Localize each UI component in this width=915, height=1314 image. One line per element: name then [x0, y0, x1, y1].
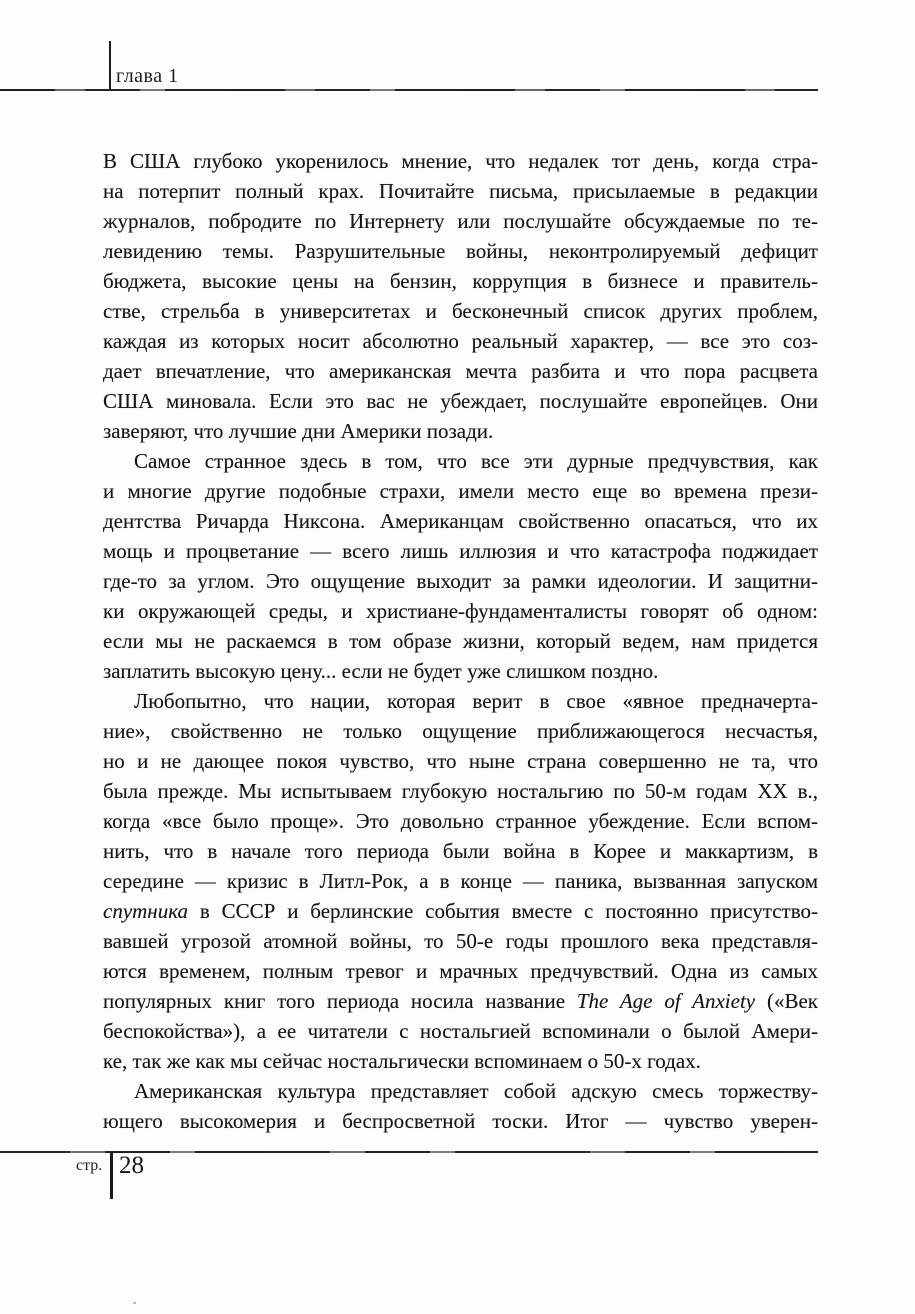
text-line: [103, 776, 818, 806]
text-segment: заплатить высокую цену... если не будет уже слишком поздно.: [103, 659, 659, 683]
text-line: [103, 626, 818, 656]
text-segment: ющего высокомерия и беспросветной тоски. Итог — чувство уверен-: [103, 1109, 818, 1133]
text-line: [103, 686, 818, 716]
text-line: [103, 476, 818, 506]
text-line: [103, 386, 818, 416]
text-segment: на потерпит полный крах. Почитайте письма, присылаемые в редакции: [103, 179, 818, 203]
text-segment: нить, что в начале того периода были война в Корее и маккартизм, в: [103, 839, 818, 863]
text-line: [103, 236, 818, 266]
text-line: [103, 1046, 818, 1076]
text-segment: дентства Ричарда Никсона. Американцам свойственно опасаться, что их: [103, 509, 818, 533]
text-segment: если мы не раскаемся в том образе жизни, который ведем, нам придется: [103, 629, 818, 653]
text-line: [103, 656, 818, 686]
text-segment: Любопытно, что нации, которая верит в свое «явное предначерта-: [134, 689, 818, 713]
text-line: [103, 1076, 818, 1106]
text-segment: («Век: [755, 989, 818, 1013]
text-line: [103, 506, 818, 536]
text-line: [103, 446, 818, 476]
text-segment: журналов, побродите по Интернету или послушайте обсуждаемые по те-: [103, 209, 818, 233]
text-line: [103, 146, 818, 176]
text-line: [103, 746, 818, 776]
text-line: [103, 416, 818, 446]
text-line: [103, 836, 818, 866]
paragraph: [103, 686, 818, 1076]
text-segment: левидению темы. Разрушительные войны, неконтролируемый дефицит: [103, 239, 818, 263]
text-line: [103, 206, 818, 236]
text-segment: бюджета, высокие цены на бензин, коррупция в бизнесе и правитель-: [103, 269, 818, 293]
paragraph: [103, 446, 818, 686]
text-segment: каждая из которых носит абсолютно реальный характер, — все это соз-: [103, 329, 818, 353]
text-segment: и многие другие подобные страхи, имели место еще во времена прези-: [103, 479, 818, 503]
text-line: [103, 266, 818, 296]
italic-text-segment: The Age of Anxiety: [576, 989, 756, 1013]
paragraph: [103, 1076, 818, 1136]
text-segment: ки окружающей среды, и христиане-фундаменталисты говорят об одном:: [103, 599, 818, 623]
text-line: [103, 896, 818, 926]
text-line: [103, 596, 818, 626]
paragraph: [103, 146, 818, 446]
text-line: [103, 176, 818, 206]
text-line: [103, 806, 818, 836]
text-segment: когда «все было проще». Это довольно странное убеждение. Если вспом-: [103, 809, 818, 833]
text-segment: была прежде. Мы испытываем глубокую ностальгию по 50-м годам XX в.,: [103, 779, 818, 803]
text-segment: Самое странное здесь в том, что все эти дурные предчувствия, как: [134, 449, 818, 473]
text-segment: Американская культура представляет собой адскую смесь торжеству-: [134, 1079, 818, 1103]
text-line: [103, 716, 818, 746]
text-segment: ются временем, полным тревог и мрачных предчувствий. Одна из самых: [103, 959, 818, 983]
scan-artifact: [133, 1302, 136, 1304]
text-line: [103, 296, 818, 326]
text-segment: популярных книг того периода носила название: [103, 989, 577, 1013]
text-segment: ние», свойственно не только ощущение приближающегося несчастья,: [103, 719, 818, 743]
text-segment: США миновала. Если это вас не убеждает, послушайте европейцев. Они: [103, 389, 818, 413]
text-segment: мощь и процветание — всего лишь иллюзия и что катастрофа поджидает: [103, 539, 818, 563]
text-line: [103, 1016, 818, 1046]
text-line: [103, 356, 818, 386]
text-segment: середине — кризис в Литл-Рок, а в конце — паника, вызванная запуском: [103, 869, 818, 893]
text-segment: где-то за углом. Это ощущение выходит за рамки идеологии. И защитни-: [103, 569, 818, 593]
text-segment: в СССР и берлинские события вместе с постоянно присутство-: [188, 899, 818, 923]
text-line: [103, 1106, 818, 1136]
footer-page-label: стр.: [76, 1157, 103, 1174]
header-horizontal-rule: [0, 89, 818, 91]
text-line: [103, 566, 818, 596]
text-line: [103, 986, 818, 1016]
italic-text-segment: спутника: [103, 899, 189, 923]
text-segment: В США глубоко укоренилось мнение, что недалек тот день, когда стра-: [103, 149, 818, 173]
text-segment: дает впечатление, что американская мечта разбита и что пора расцвета: [103, 359, 818, 383]
header-vertical-rule: [109, 41, 111, 91]
text-segment: заверяют, что лучшие дни Америки позади.: [103, 419, 494, 443]
text-segment: вавшей угрозой атомной войны, то 50-е годы прошлого века представля-: [103, 929, 818, 953]
text-line: [103, 866, 818, 896]
text-segment: но и не дающее покоя чувство, что ныне страна совершенно не та, что: [103, 749, 818, 773]
text-segment: стве, стрельба в университетах и бесконечный список других проблем,: [103, 299, 818, 323]
body-text: [103, 146, 818, 1136]
text-segment: ке, так же как мы сейчас ностальгически вспоминаем о 50-х годах.: [103, 1049, 701, 1073]
page-number: 28: [119, 1152, 144, 1179]
text-line: [103, 536, 818, 566]
footer-vertical-rule: [110, 1152, 113, 1199]
chapter-label: глава 1: [116, 65, 179, 87]
text-line: [103, 926, 818, 956]
text-segment: беспокойства»), а ее читатели с ностальгией вспоминали о былой Амери-: [103, 1019, 818, 1043]
text-line: [103, 326, 818, 356]
text-line: [103, 956, 818, 986]
